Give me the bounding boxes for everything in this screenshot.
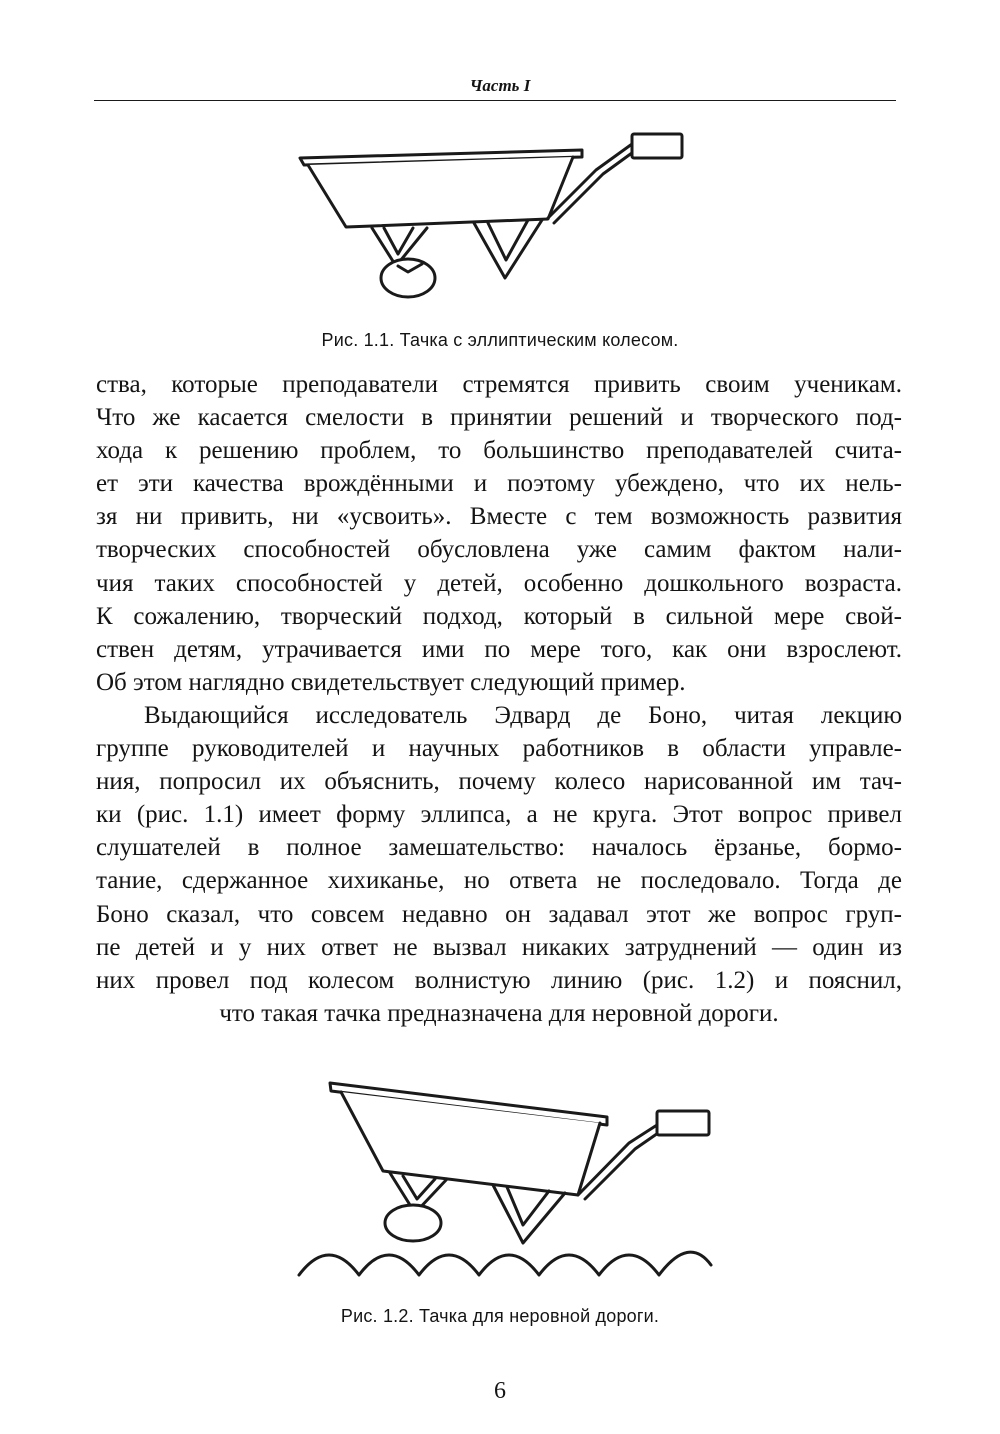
- figure-1-2-wheelbarrow: [295, 1075, 715, 1295]
- text-line: пе детей и у них ответ не вызвал никаких затруднений — один из: [96, 933, 902, 961]
- text-line: зя ни привить, ни «усвоить». Вместе с тем возможность развития: [96, 503, 902, 531]
- figure-1-1-wheelbarrow: [290, 128, 700, 318]
- text-line: хода к решению проблем, то большинство преподавателей счита-: [96, 437, 902, 465]
- text-line: ки (рис. 1.1) имеет форму эллипса, а не круга. Этот вопрос привел: [96, 801, 902, 829]
- text-line: них провел под колесом волнистую линию (рис. 1.2) и пояснил,: [96, 966, 902, 994]
- text-line: Об этом наглядно свидетельствует следующий пример.: [96, 668, 686, 696]
- text-line: ния, попросил их объяснить, почему колесо нарисованной им тач-: [96, 768, 902, 796]
- text-line: ет эти качества врождёнными и поэтому убеждено, что их нель-: [96, 470, 902, 498]
- page-number: 6: [494, 1378, 506, 1404]
- text-line: Выдающийся исследователь Эдвард де Боно, читая лекцию: [144, 701, 902, 729]
- header-rule: [94, 100, 896, 101]
- figure-1-1-caption: Рис. 1.1. Тачка с эллиптическим колесом.: [321, 330, 679, 350]
- text-line: что такая тачка предназначена для неровной дороги.: [219, 999, 779, 1027]
- text-line: чия таких способностей у детей, особенно дошкольного возраста.: [96, 569, 902, 597]
- text-line: ствен детям, утрачивается ими по мере того, как они взрослеют.: [96, 635, 902, 663]
- text-line: Боно сказал, что совсем недавно он задавал этот же вопрос груп-: [96, 900, 902, 928]
- text-line: Что же касается смелости в принятии решений и творческого под-: [96, 404, 902, 432]
- text-line: творческих способностей обусловлена уже самим фактом нали-: [96, 536, 902, 564]
- text-line: тание, сдержанное хихиканье, но ответа не последовало. Тогда де: [96, 867, 902, 895]
- text-line: группе руководителей и научных работников в области управле-: [96, 735, 902, 763]
- running-head: Часть I: [469, 76, 531, 95]
- text-line: К сожалению, творческий подход, который в сильной мере свой-: [96, 602, 902, 630]
- text-line: ства, которые преподаватели стремятся привить своим ученикам.: [96, 371, 902, 398]
- body-text: [96, 368, 902, 1030]
- figure-1-2-caption: Рис. 1.2. Тачка для неровной дороги.: [340, 1306, 660, 1326]
- text-line: слушателей в полное замешательство: началось ёрзанье, бормо-: [96, 834, 902, 862]
